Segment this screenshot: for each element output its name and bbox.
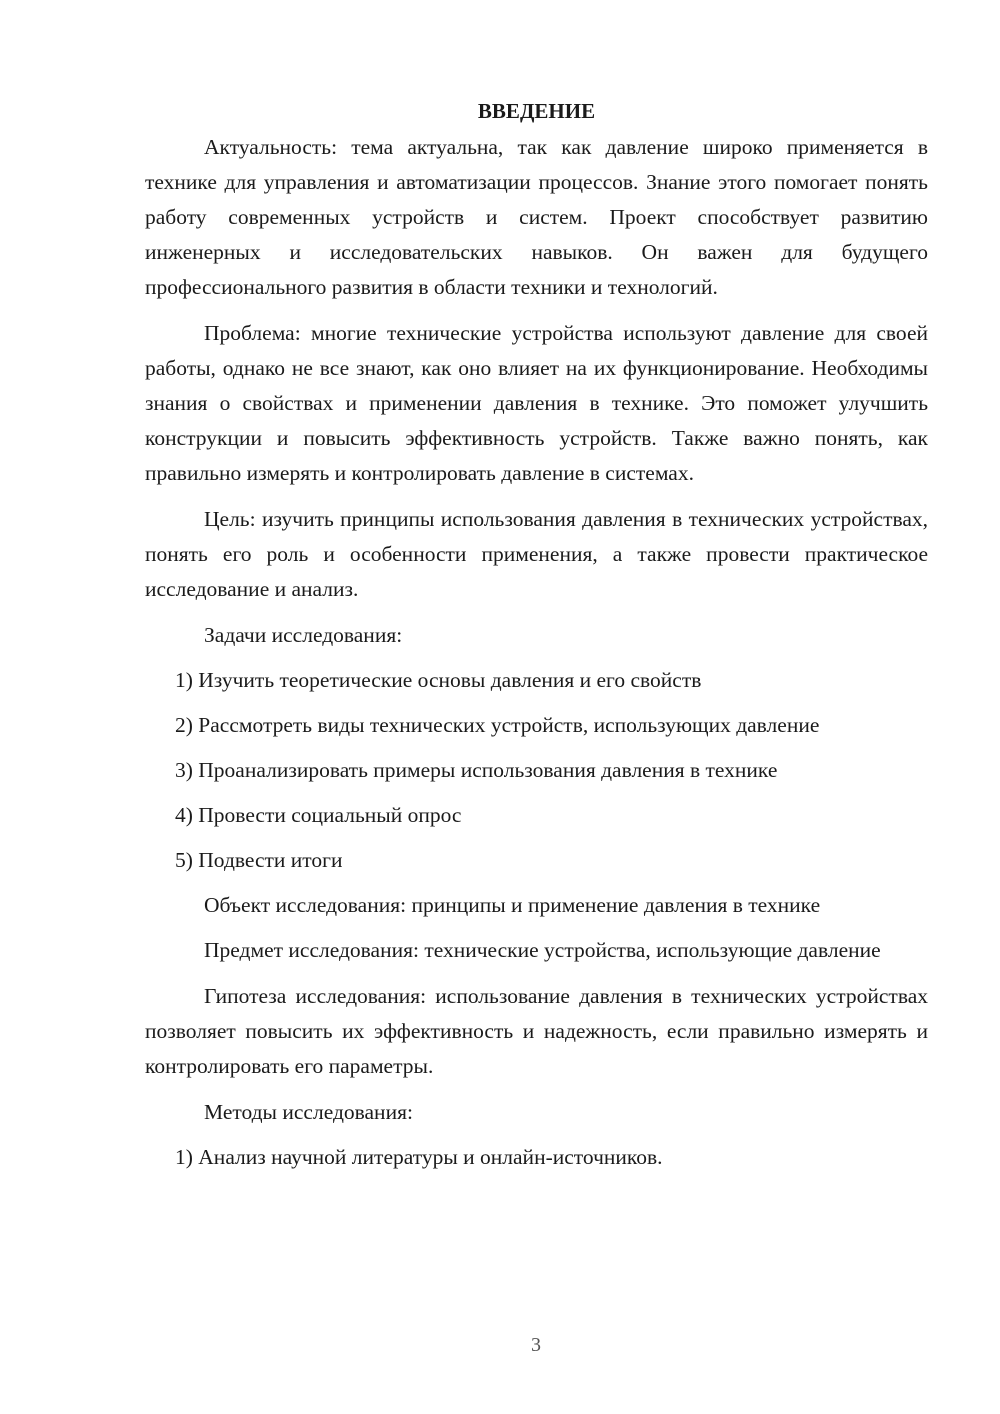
section-title: ВВЕДЕНИЕ <box>477 99 596 123</box>
task-item-5: 5) Подвести итоги <box>175 848 343 872</box>
tasks-heading: Задачи исследования: <box>204 623 403 647</box>
task-item-1: 1) Изучить теоретические основы давления и его свойств <box>175 668 702 692</box>
research-object: Объект исследования: принципы и применение давления в технике <box>204 893 821 917</box>
research-hypothesis: Гипотеза исследования: использование давления в технических устройствах позволяет повысить их эффективность и надежность, если правильно измерять и контролировать его параметры. <box>145 984 928 1078</box>
task-item-2: 2) Рассмотреть виды технических устройств, использующих давление <box>175 713 820 737</box>
method-item-1: 1) Анализ научной литературы и онлайн-источников. <box>175 1145 663 1169</box>
goal-paragraph: Цель: изучить принципы использования давления в технических устройствах, понять его роль и особенности применения, а также провести практическое исследование и анализ. <box>145 507 928 601</box>
page-number: 3 <box>531 1334 541 1356</box>
actuality-paragraph: Актуальность: тема актуальна, так как давление широко применяется в технике для управления и автоматизации процессов. Знание этого помогает понять работу современных устройств и систем. Проект способствует развитию инженерных и исследовательских навыков. Он важен для будущего профессионального развития в области техники и технологий. <box>145 135 928 299</box>
task-item-4: 4) Провести социальный опрос <box>175 803 462 827</box>
page-body <box>145 96 928 1185</box>
problem-paragraph: Проблема: многие технические устройства используют давление для своей работы, однако не все знают, как оно влияет на их функционирование. Необходимы знания о свойствах и применении давления в технике. Это поможет улучшить конструкции и повысить эффективность устройств. Также важно понять, как правильно измерять и контролировать давление в системах. <box>145 321 928 485</box>
methods-heading: Методы исследования: <box>204 1100 413 1124</box>
task-item-3: 3) Проанализировать примеры использования давления в технике <box>175 758 778 782</box>
research-subject: Предмет исследования: технические устройства, использующие давление <box>204 938 881 962</box>
